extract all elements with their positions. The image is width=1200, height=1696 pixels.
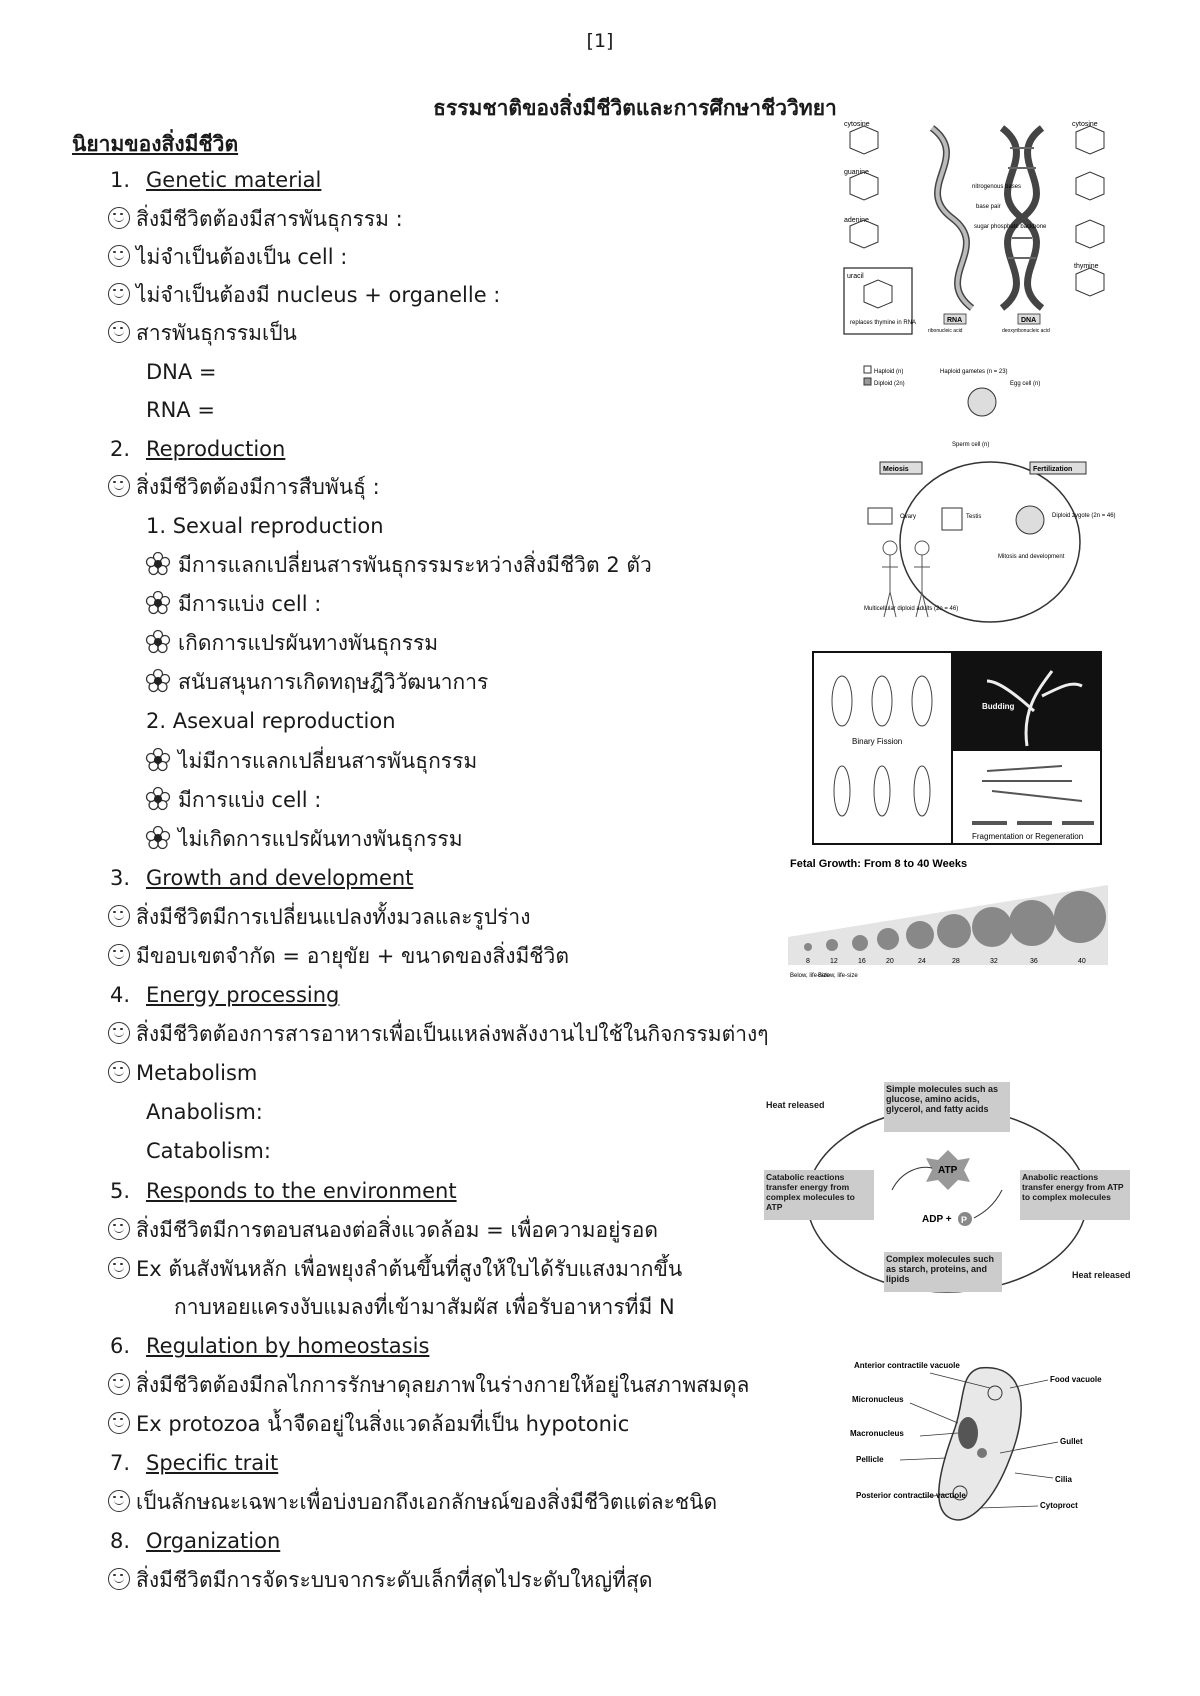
smiley-icon bbox=[108, 1568, 130, 1590]
svg-text:Pellicle: Pellicle bbox=[856, 1455, 884, 1464]
list-item: ไม่จำเป็นต้องเป็น cell : bbox=[108, 242, 347, 272]
svg-text:Testis: Testis bbox=[966, 514, 982, 520]
svg-text:Haploid gametes (n = 23): Haploid gametes (n = 23) bbox=[940, 369, 1008, 375]
section-6-heading: 6. Regulation by homeostasis bbox=[110, 1334, 430, 1358]
svg-text:adenine: adenine bbox=[844, 217, 869, 224]
smiley-icon bbox=[108, 321, 130, 343]
section-3-heading: 3. Growth and development bbox=[110, 866, 414, 890]
svg-text:24: 24 bbox=[918, 958, 926, 965]
svg-text:Haploid (n): Haploid (n) bbox=[874, 369, 904, 375]
page-title: ธรรมชาติของสิ่งมีชีวิตและการศึกษาชีววิทยา bbox=[433, 96, 837, 120]
section-4-heading: 4. Energy processing bbox=[110, 983, 340, 1007]
sexual-reproduction: 1. Sexual reproduction bbox=[146, 514, 384, 538]
page-number: [1] bbox=[586, 30, 614, 52]
smiley-icon bbox=[108, 1218, 130, 1240]
anabolism-line: Anabolism: bbox=[146, 1100, 263, 1124]
list-item: Ex protozoa น้ำจืดอยู่ในสิ่งแวดล้อมที่เป็น hypotonic bbox=[108, 1409, 629, 1439]
svg-text:Below, life-size: Below, life-size bbox=[790, 973, 830, 979]
dna-line: DNA = bbox=[146, 360, 217, 384]
svg-text:ADP +: ADP + bbox=[922, 1214, 952, 1225]
svg-text:ATP: ATP bbox=[938, 1165, 958, 1176]
svg-text:Gullet: Gullet bbox=[1060, 1437, 1083, 1446]
smiley-icon bbox=[108, 1257, 130, 1279]
smiley-icon bbox=[108, 1061, 130, 1083]
svg-text:28: 28 bbox=[952, 958, 960, 965]
flower-icon bbox=[146, 591, 170, 615]
svg-text:Posterior contractile vacuole: Posterior contractile vacuole bbox=[856, 1491, 966, 1500]
svg-text:Egg cell (n): Egg cell (n) bbox=[1010, 381, 1041, 387]
svg-text:Fertilization: Fertilization bbox=[1033, 466, 1073, 473]
flower-icon bbox=[146, 826, 170, 850]
fetal-growth-figure bbox=[788, 855, 1108, 987]
svg-text:Cilia: Cilia bbox=[1055, 1475, 1072, 1484]
svg-text:nitrogenous bases: nitrogenous bases bbox=[972, 184, 1022, 190]
section-heading: นิยามของสิ่งมีชีวิต bbox=[72, 132, 239, 156]
list-item: Ex ต้นสังพันหลัก เพื่อพยุงลำต้นขึ้นที่สูงให้ใบได้รับแสงมากขึ้น bbox=[108, 1254, 682, 1284]
svg-text:replaces thymine in RNA: replaces thymine in RNA bbox=[850, 320, 917, 326]
svg-text:uracil: uracil bbox=[847, 273, 864, 280]
section-5-heading: 5. Responds to the environment bbox=[110, 1179, 457, 1203]
section-2-heading: 2. Reproduction bbox=[110, 437, 286, 461]
smiley-icon bbox=[108, 905, 130, 927]
smiley-icon bbox=[108, 245, 130, 267]
smiley-icon bbox=[108, 283, 130, 305]
section-1-heading: 1. Genetic material bbox=[110, 168, 322, 192]
smiley-icon bbox=[108, 1412, 130, 1434]
svg-text:32: 32 bbox=[990, 958, 998, 965]
catabolism-line: Catabolism: bbox=[146, 1139, 271, 1163]
svg-text:DNA: DNA bbox=[1021, 317, 1037, 324]
smiley-icon bbox=[108, 475, 130, 497]
svg-text:ribonucleic acid: ribonucleic acid bbox=[928, 328, 963, 334]
svg-text:Cytoproct: Cytoproct bbox=[1040, 1501, 1078, 1510]
dna-rna-figure bbox=[842, 118, 1110, 336]
list-item: สิ่งมีชีวิตต้องการสารอาหารเพื่อเป็นแหล่งพลังงานไปใช้ในกิจกรรมต่างๆ bbox=[108, 1019, 769, 1049]
rna-line: RNA = bbox=[146, 398, 215, 422]
svg-text:Binary Fission: Binary Fission bbox=[852, 737, 903, 746]
list-item: มีขอบเขตจำกัด = อายุขัย + ขนาดของสิ่งมีชีวิต bbox=[108, 941, 569, 971]
asexual-reproduction: 2. Asexual reproduction bbox=[146, 709, 396, 733]
svg-text:Multicellular diploid adults (: Multicellular diploid adults (2n = 46) bbox=[864, 606, 959, 612]
list-item: ไม่จำเป็นต้องมี nucleus + organelle : bbox=[108, 280, 500, 310]
svg-text:Meiosis: Meiosis bbox=[883, 466, 909, 473]
list-item: ไม่มีการแลกเปลี่ยนสารพันธุกรรม bbox=[146, 746, 477, 776]
life-cycle-figure bbox=[860, 362, 1116, 624]
example-continuation: กาบหอยแครงงับแมลงที่เข้ามาสัมผัส เพื่อรับอาหารที่มี N bbox=[174, 1295, 675, 1319]
svg-text:40: 40 bbox=[1078, 958, 1086, 965]
svg-text:Macronucleus: Macronucleus bbox=[850, 1429, 904, 1438]
paramecium-figure bbox=[850, 1358, 1130, 1530]
svg-text:Anterior contractile vacuole: Anterior contractile vacuole bbox=[854, 1361, 960, 1370]
list-item: เกิดการแปรผันทางพันธุกรรม bbox=[146, 628, 438, 658]
smiley-icon bbox=[108, 1022, 130, 1044]
list-item: สิ่งมีชีวิตต้องมีการสืบพันธุ์ : bbox=[108, 472, 380, 502]
svg-text:36: 36 bbox=[1030, 958, 1038, 965]
list-item: สิ่งมีชีวิตต้องมีสารพันธุกรรม : bbox=[108, 204, 403, 234]
smiley-icon bbox=[108, 944, 130, 966]
svg-text:P: P bbox=[961, 1215, 968, 1225]
flower-icon bbox=[146, 787, 170, 811]
svg-text:guanine: guanine bbox=[844, 169, 869, 176]
list-item: มีการแบ่ง cell : bbox=[146, 785, 321, 815]
list-item: สิ่งมีชีวิตมีการเปลี่ยนแปลงทั้งมวลและรูปร่าง bbox=[108, 902, 530, 932]
section-8-heading: 8. Organization bbox=[110, 1529, 281, 1553]
list-item: ไม่เกิดการแปรผันทางพันธุกรรม bbox=[146, 824, 463, 854]
svg-text:8: 8 bbox=[806, 958, 810, 965]
svg-text:Diploid zygote (2n = 46): Diploid zygote (2n = 46) bbox=[1052, 513, 1116, 519]
list-item: เป็นลักษณะเฉพาะเพื่อบ่งบอกถึงเอกลักษณ์ของสิ่งมีชีวิตแต่ละชนิด bbox=[108, 1487, 717, 1517]
asexual-reproduction-figure bbox=[812, 651, 1102, 845]
svg-text:Fetal Growth: From 8 to 40 Wee: Fetal Growth: From 8 to 40 Weeks bbox=[790, 858, 968, 870]
svg-text:16: 16 bbox=[858, 958, 866, 965]
flower-icon bbox=[146, 630, 170, 654]
svg-text:Fragmentation or Regeneration: Fragmentation or Regeneration bbox=[972, 832, 1084, 841]
svg-text:Diploid (2n): Diploid (2n) bbox=[874, 381, 905, 387]
svg-text:sugar phosphate backbone: sugar phosphate backbone bbox=[974, 224, 1047, 230]
svg-text:Sperm cell (n): Sperm cell (n) bbox=[952, 442, 990, 448]
svg-text:Mitosis and development: Mitosis and development bbox=[998, 554, 1065, 560]
flower-icon bbox=[146, 552, 170, 576]
list-item: Metabolism bbox=[108, 1058, 257, 1088]
list-item: สารพันธุกรรมเป็น bbox=[108, 318, 297, 348]
atp-cycle-figure: Simple molecules such as glucose, amino acids, glycerol, and fatty acids Catabolic reactions transfer energy from complex molecules to ATP Anabolic reactions transfer energy from ATP to complex molecules Complex molecules such as starch, proteins, and lipids ATP ADP + P Heat released Heat released bbox=[762, 1080, 1132, 1308]
section-7-heading: 7. Specific trait bbox=[110, 1451, 279, 1475]
svg-text:Budding: Budding bbox=[982, 702, 1015, 711]
list-item: มีการแลกเปลี่ยนสารพันธุกรรมระหว่างสิ่งมีชีวิต 2 ตัว bbox=[146, 550, 652, 580]
smiley-icon bbox=[108, 1490, 130, 1512]
svg-text:cytosine: cytosine bbox=[844, 121, 870, 128]
flower-icon bbox=[146, 669, 170, 693]
svg-text:Micronucleus: Micronucleus bbox=[852, 1395, 904, 1404]
svg-text:cytosine: cytosine bbox=[1072, 121, 1098, 128]
svg-text:base pair: base pair bbox=[976, 204, 1001, 210]
svg-text:deoxyribonucleic acid: deoxyribonucleic acid bbox=[1002, 328, 1050, 334]
svg-text:12: 12 bbox=[830, 958, 838, 965]
list-item: สิ่งมีชีวิตมีการตอบสนองต่อสิ่งแวดล้อม = เพื่อความอยู่รอด bbox=[108, 1215, 658, 1245]
flower-icon bbox=[146, 748, 170, 772]
smiley-icon bbox=[108, 1373, 130, 1395]
list-item: สิ่งมีชีวิตต้องมีกลไกการรักษาดุลยภาพในร่างกายให้อยู่ในสภาพสมดุล bbox=[108, 1370, 749, 1400]
svg-text:Food vacuole: Food vacuole bbox=[1050, 1375, 1102, 1384]
svg-text:RNA: RNA bbox=[947, 317, 963, 324]
smiley-icon bbox=[108, 207, 130, 229]
list-item: สนับสนุนการเกิดทฤษฎีวิวัฒนาการ bbox=[146, 667, 488, 697]
svg-text:Below, life-size: Below, life-size bbox=[818, 973, 858, 979]
svg-text:Ovary: Ovary bbox=[900, 514, 917, 520]
list-item: มีการแบ่ง cell : bbox=[146, 589, 321, 619]
svg-text:thymine: thymine bbox=[1074, 263, 1099, 270]
list-item: สิ่งมีชีวิตมีการจัดระบบจากระดับเล็กที่สุดไประดับใหญ่ที่สุด bbox=[108, 1565, 653, 1595]
svg-text:20: 20 bbox=[886, 958, 894, 965]
